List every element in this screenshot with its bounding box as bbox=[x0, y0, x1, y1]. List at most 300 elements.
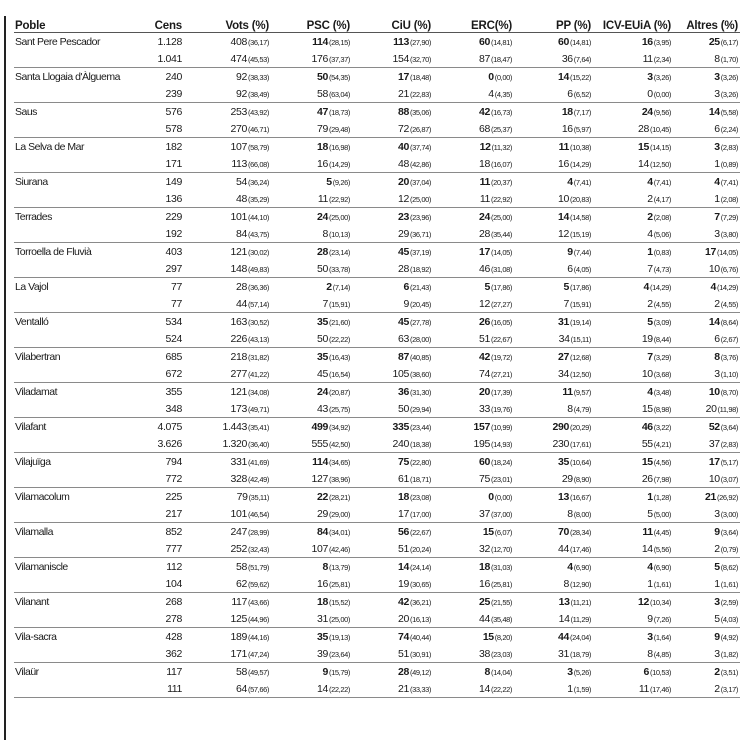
vote-percent: (17,61) bbox=[570, 439, 591, 449]
vote-count: 8 bbox=[714, 350, 720, 363]
vote-percent: (45,53) bbox=[248, 54, 269, 64]
vote-count: 23 bbox=[398, 210, 410, 223]
vote-percent: (35,06) bbox=[410, 107, 431, 117]
vote-percent: (2,83) bbox=[720, 142, 738, 152]
vote-percent: (8,20) bbox=[494, 632, 512, 642]
vote-count: 35 bbox=[317, 315, 329, 328]
altres-cell bbox=[673, 383, 740, 401]
vote-percent: (0,00) bbox=[494, 492, 512, 502]
cens-cell: 772 bbox=[136, 470, 184, 488]
icv-euia-cell bbox=[593, 628, 673, 646]
ciu-cell bbox=[352, 365, 433, 383]
vote-percent: (42,50) bbox=[329, 439, 350, 449]
vote-count: 28 bbox=[236, 280, 248, 293]
vote-count: 15 bbox=[482, 525, 494, 538]
vote-percent: (4,21) bbox=[653, 439, 671, 449]
vote-percent: (47,24) bbox=[248, 649, 269, 659]
table-row bbox=[14, 540, 740, 558]
town-name-cell: Santa Llogaia d'Àlguema bbox=[15, 70, 120, 83]
altres-cell bbox=[673, 540, 740, 558]
vote-count: 6 bbox=[567, 87, 573, 100]
vote-count: 50 bbox=[317, 70, 329, 83]
town-name-cell bbox=[14, 540, 136, 558]
vote-count: 20 bbox=[479, 385, 491, 398]
vote-count: 38 bbox=[479, 647, 491, 660]
cens-cell: 578 bbox=[136, 120, 184, 138]
psc-cell bbox=[271, 435, 352, 453]
vote-percent: (23,14) bbox=[329, 247, 350, 257]
psc-cell bbox=[271, 628, 352, 646]
pp-cell bbox=[514, 453, 593, 471]
vote-count: 14 bbox=[708, 315, 720, 328]
cens-cell: 777 bbox=[136, 540, 184, 558]
icv-euia-cell bbox=[593, 400, 673, 418]
vote-percent: (10,45) bbox=[650, 124, 671, 134]
vote-percent: (3,09) bbox=[653, 317, 671, 327]
vote-percent: (44,96) bbox=[248, 614, 269, 624]
pp-cell bbox=[514, 208, 593, 226]
vote-percent: (8,64) bbox=[720, 317, 738, 327]
psc-cell bbox=[271, 470, 352, 488]
erc-cell bbox=[433, 330, 514, 348]
vote-count: 240 bbox=[392, 437, 410, 450]
pp-cell bbox=[514, 120, 593, 138]
vote-percent: (35,11) bbox=[248, 492, 269, 502]
table-row bbox=[14, 348, 740, 366]
vots-cell bbox=[184, 628, 271, 646]
vote-percent: (2,83) bbox=[720, 439, 738, 449]
vote-percent: (16,73) bbox=[491, 107, 512, 117]
vote-count: 75 bbox=[398, 455, 410, 468]
vote-percent: (14,81) bbox=[491, 37, 512, 47]
vote-percent: (7,29) bbox=[720, 212, 738, 222]
town-name-cell bbox=[14, 575, 136, 593]
vote-percent: (4,05) bbox=[573, 264, 591, 274]
vote-count: 8 bbox=[567, 507, 573, 520]
header-cens: Cens bbox=[136, 14, 184, 33]
erc-cell bbox=[433, 278, 514, 296]
cens-cell: 348 bbox=[136, 400, 184, 418]
cens-cell: 685 bbox=[165, 350, 182, 363]
vote-percent: (46,54) bbox=[248, 509, 269, 519]
erc-cell bbox=[433, 208, 514, 226]
vote-percent: (37,19) bbox=[410, 247, 431, 257]
vote-count: 12 bbox=[558, 227, 570, 240]
pp-cell bbox=[514, 365, 593, 383]
vote-percent: (32,70) bbox=[410, 54, 431, 64]
pp-cell bbox=[514, 645, 593, 663]
vote-count: 18 bbox=[398, 490, 410, 503]
ciu-cell bbox=[352, 190, 433, 208]
vote-count: 12 bbox=[479, 297, 491, 310]
vote-percent: (24,04) bbox=[570, 632, 591, 642]
town-name-cell: Vilamalla bbox=[15, 525, 53, 538]
vote-percent: (34,01) bbox=[329, 527, 350, 537]
vote-percent: (18,47) bbox=[491, 54, 512, 64]
cens-cell: 229 bbox=[165, 210, 182, 223]
pp-cell bbox=[514, 330, 593, 348]
vote-count: 58 bbox=[236, 560, 248, 573]
ciu-cell bbox=[352, 383, 433, 401]
vote-count: 12 bbox=[398, 192, 410, 205]
vote-count: 113 bbox=[231, 157, 248, 170]
vote-count: 5 bbox=[326, 175, 332, 188]
vots-cell bbox=[184, 243, 271, 261]
pp-cell bbox=[514, 50, 593, 68]
vote-percent: (5,58) bbox=[720, 107, 738, 117]
vote-percent: (31,30) bbox=[410, 387, 431, 397]
vote-percent: (5,56) bbox=[653, 544, 671, 554]
vote-count: 20 bbox=[705, 402, 717, 415]
vote-count: 1 bbox=[647, 245, 653, 258]
vote-percent: (2,08) bbox=[720, 194, 738, 204]
vots-cell bbox=[184, 435, 271, 453]
vote-count: 1 bbox=[714, 157, 720, 170]
erc-cell bbox=[433, 85, 514, 103]
header-row bbox=[14, 14, 740, 33]
ciu-cell bbox=[352, 435, 433, 453]
vote-count: 230 bbox=[552, 437, 570, 450]
vote-count: 16 bbox=[558, 157, 570, 170]
altres-cell bbox=[673, 558, 740, 576]
vote-percent: (5,26) bbox=[573, 667, 591, 677]
vote-count: 35 bbox=[558, 455, 570, 468]
town-name-cell: Vilanant bbox=[15, 595, 49, 608]
vote-count: 17 bbox=[708, 455, 720, 468]
table-row bbox=[14, 523, 740, 541]
vote-count: 14 bbox=[708, 105, 720, 118]
cens-cell: 1.041 bbox=[136, 50, 184, 68]
vote-percent: (0,89) bbox=[720, 159, 738, 169]
vote-percent: (3,29) bbox=[653, 352, 671, 362]
table-row bbox=[14, 173, 740, 191]
vote-percent: (30,91) bbox=[410, 649, 431, 659]
vots-cell bbox=[184, 470, 271, 488]
vote-count: 331 bbox=[230, 455, 248, 468]
vote-percent: (10,99) bbox=[491, 422, 512, 432]
vote-count: 56 bbox=[398, 525, 410, 538]
vote-percent: (34,65) bbox=[329, 457, 350, 467]
vote-count: 60 bbox=[479, 455, 491, 468]
town-name-cell: Vilamaniscle bbox=[15, 560, 68, 573]
vote-count: 74 bbox=[398, 630, 410, 643]
vote-count: 2 bbox=[714, 665, 720, 678]
header-altres: Altres (%) bbox=[673, 14, 740, 33]
vote-count: 54 bbox=[236, 175, 248, 188]
vote-count: 52 bbox=[708, 420, 720, 433]
table-row bbox=[14, 453, 740, 471]
vote-count: 247 bbox=[230, 525, 248, 538]
altres-cell bbox=[673, 680, 740, 698]
vote-count: 9 bbox=[647, 612, 653, 625]
town-name-cell bbox=[14, 680, 136, 698]
vote-percent: (38,96) bbox=[329, 474, 350, 484]
table-row bbox=[14, 645, 740, 663]
vote-count: 9 bbox=[714, 630, 720, 643]
altres-cell bbox=[673, 155, 740, 173]
cens-cell: 1.128 bbox=[157, 35, 182, 48]
vote-count: 34 bbox=[558, 332, 570, 345]
vote-percent: (24,14) bbox=[410, 562, 431, 572]
vote-count: 11 bbox=[562, 385, 573, 398]
vote-percent: (14,29) bbox=[570, 159, 591, 169]
vote-percent: (51,79) bbox=[248, 562, 269, 572]
psc-cell bbox=[271, 663, 352, 681]
vote-count: 43 bbox=[317, 402, 329, 415]
vote-percent: (6,90) bbox=[573, 562, 591, 572]
vote-count: 19 bbox=[398, 577, 410, 590]
town-name-cell: Sant Pere Pescador bbox=[15, 35, 100, 48]
erc-cell bbox=[433, 383, 514, 401]
vote-percent: (33,33) bbox=[410, 684, 431, 694]
psc-cell bbox=[271, 33, 352, 51]
table-row bbox=[14, 295, 740, 313]
table-row bbox=[14, 208, 740, 226]
town-name-cell bbox=[14, 120, 136, 138]
ciu-cell bbox=[352, 575, 433, 593]
vots-cell bbox=[184, 208, 271, 226]
vote-count: 35 bbox=[317, 350, 329, 363]
vote-percent: (14,15) bbox=[650, 142, 671, 152]
vots-cell bbox=[184, 558, 271, 576]
vote-percent: (1,64) bbox=[653, 632, 671, 642]
vote-count: 0 bbox=[488, 490, 494, 503]
header-vots: Vots (%) bbox=[184, 14, 271, 33]
vots-cell bbox=[184, 225, 271, 243]
ciu-cell bbox=[352, 453, 433, 471]
erc-cell bbox=[433, 418, 514, 436]
psc-cell bbox=[271, 103, 352, 121]
vote-count: 11 bbox=[317, 192, 329, 205]
vote-percent: (3,17) bbox=[720, 684, 738, 694]
vote-count: 335 bbox=[392, 420, 410, 433]
vote-count: 12 bbox=[638, 595, 650, 608]
erc-cell bbox=[433, 313, 514, 331]
vote-count: 8 bbox=[484, 665, 491, 678]
ciu-cell bbox=[352, 278, 433, 296]
vote-percent: (36,40) bbox=[248, 439, 269, 449]
vote-percent: (35,48) bbox=[491, 614, 512, 624]
pp-cell bbox=[514, 103, 593, 121]
cens-cell: 576 bbox=[165, 105, 182, 118]
icv-euia-cell bbox=[593, 225, 673, 243]
vote-percent: (3,80) bbox=[720, 229, 738, 239]
vote-percent: (1,59) bbox=[573, 684, 591, 694]
vote-count: 17 bbox=[479, 245, 491, 258]
vote-percent: (2,59) bbox=[720, 597, 738, 607]
vote-count: 13 bbox=[558, 595, 570, 608]
vote-percent: (41,69) bbox=[248, 457, 269, 467]
vots-cell bbox=[184, 138, 271, 156]
vote-percent: (7,14) bbox=[332, 282, 350, 292]
vote-percent: (17,86) bbox=[570, 282, 591, 292]
vote-count: 8 bbox=[647, 647, 653, 660]
vote-percent: (6,07) bbox=[494, 527, 512, 537]
pp-cell bbox=[514, 243, 593, 261]
vote-percent: (20,45) bbox=[410, 299, 431, 309]
vote-percent: (7,44) bbox=[573, 247, 591, 257]
vote-count: 18 bbox=[561, 105, 573, 118]
vote-count: 24 bbox=[317, 210, 329, 223]
vote-percent: (4,92) bbox=[720, 632, 738, 642]
pp-cell bbox=[514, 488, 593, 506]
vots-cell bbox=[184, 505, 271, 523]
vote-percent: (22,67) bbox=[491, 334, 512, 344]
vote-percent: (7,64) bbox=[573, 54, 591, 64]
vote-count: 2 bbox=[714, 542, 720, 555]
pp-cell bbox=[514, 313, 593, 331]
table-row bbox=[14, 85, 740, 103]
ciu-cell bbox=[352, 505, 433, 523]
vote-count: 26 bbox=[479, 315, 491, 328]
vote-percent: (23,44) bbox=[410, 422, 431, 432]
vote-count: 5 bbox=[714, 560, 720, 573]
vote-count: 3 bbox=[714, 647, 720, 660]
ciu-cell bbox=[352, 313, 433, 331]
table-row bbox=[14, 50, 740, 68]
vots-cell bbox=[184, 453, 271, 471]
erc-cell bbox=[433, 680, 514, 698]
icv-euia-cell bbox=[593, 33, 673, 51]
vote-count: 10 bbox=[641, 367, 653, 380]
altres-cell bbox=[673, 593, 740, 611]
vote-count: 14 bbox=[638, 157, 650, 170]
vots-cell bbox=[184, 383, 271, 401]
vote-count: 3 bbox=[714, 227, 720, 240]
vote-percent: (23,03) bbox=[491, 649, 512, 659]
ciu-cell bbox=[352, 260, 433, 278]
vote-percent: (4,85) bbox=[653, 649, 671, 659]
vots-cell bbox=[184, 120, 271, 138]
psc-cell bbox=[271, 295, 352, 313]
cens-cell: 182 bbox=[165, 140, 182, 153]
vote-percent: (37,37) bbox=[329, 54, 350, 64]
ciu-cell bbox=[352, 295, 433, 313]
vote-count: 16 bbox=[317, 157, 329, 170]
vots-cell bbox=[184, 33, 271, 51]
vote-percent: (3,26) bbox=[720, 89, 738, 99]
pp-cell bbox=[514, 523, 593, 541]
vote-percent: (16,13) bbox=[410, 614, 431, 624]
town-name-cell bbox=[14, 225, 136, 243]
vote-percent: (16,43) bbox=[329, 352, 350, 362]
vote-count: 7 bbox=[714, 210, 720, 223]
ciu-cell bbox=[352, 488, 433, 506]
vote-count: 163 bbox=[230, 315, 248, 328]
ciu-cell bbox=[352, 50, 433, 68]
ciu-cell bbox=[352, 418, 433, 436]
table-row bbox=[14, 190, 740, 208]
vote-percent: (6,90) bbox=[653, 562, 671, 572]
icv-euia-cell bbox=[593, 243, 673, 261]
vote-percent: (9,26) bbox=[332, 177, 350, 187]
vote-percent: (43,66) bbox=[248, 597, 269, 607]
vote-count: 79 bbox=[317, 122, 329, 135]
vote-percent: (36,24) bbox=[248, 177, 269, 187]
cens-cell: 362 bbox=[136, 645, 184, 663]
table-row bbox=[14, 470, 740, 488]
vote-count: 14 bbox=[558, 210, 570, 223]
vote-count: 11 bbox=[642, 525, 653, 538]
vote-count: 189 bbox=[230, 630, 248, 643]
vote-percent: (14,05) bbox=[491, 247, 512, 257]
vote-count: 45 bbox=[398, 245, 410, 258]
icv-euia-cell bbox=[593, 575, 673, 593]
cens-cell: 794 bbox=[165, 455, 182, 468]
vote-percent: (2,34) bbox=[653, 54, 671, 64]
psc-cell bbox=[271, 383, 352, 401]
vote-percent: (37,00) bbox=[491, 509, 512, 519]
vote-count: 114 bbox=[312, 35, 329, 48]
vote-percent: (20,83) bbox=[570, 194, 591, 204]
vote-count: 14 bbox=[398, 560, 410, 573]
vote-count: 1 bbox=[647, 577, 653, 590]
cens-cell: 524 bbox=[136, 330, 184, 348]
vote-count: 11 bbox=[638, 682, 650, 695]
vote-percent: (15,52) bbox=[329, 597, 350, 607]
vote-count: 9 bbox=[322, 665, 329, 678]
vots-cell bbox=[184, 50, 271, 68]
vote-count: 84 bbox=[317, 525, 329, 538]
vote-percent: (40,85) bbox=[410, 352, 431, 362]
vote-percent: (36,71) bbox=[410, 229, 431, 239]
vote-count: 25 bbox=[708, 35, 720, 48]
altres-cell bbox=[673, 400, 740, 418]
vote-count: 18 bbox=[317, 140, 329, 153]
vote-count: 19 bbox=[641, 332, 653, 345]
vote-percent: (28,99) bbox=[248, 527, 269, 537]
vote-count: 36 bbox=[398, 385, 410, 398]
vote-count: 6 bbox=[643, 665, 650, 678]
cens-cell: 268 bbox=[165, 595, 182, 608]
vote-count: 28 bbox=[317, 245, 329, 258]
town-name-cell: La Selva de Mar bbox=[15, 140, 84, 153]
icv-euia-cell bbox=[593, 138, 673, 156]
vote-percent: (10,53) bbox=[650, 667, 671, 677]
cens-cell: 3.626 bbox=[136, 435, 184, 453]
vote-count: 15 bbox=[638, 140, 650, 153]
vote-count: 58 bbox=[317, 87, 329, 100]
vote-count: 10 bbox=[708, 472, 720, 485]
town-name-cell bbox=[14, 610, 136, 628]
vote-count: 46 bbox=[641, 420, 653, 433]
vote-count: 17 bbox=[398, 507, 410, 520]
vote-percent: (16,05) bbox=[491, 317, 512, 327]
ciu-cell bbox=[352, 33, 433, 51]
altres-cell bbox=[673, 313, 740, 331]
icv-euia-cell bbox=[593, 278, 673, 296]
vote-count: 45 bbox=[317, 367, 329, 380]
pp-cell bbox=[514, 470, 593, 488]
vote-percent: (12,90) bbox=[570, 579, 591, 589]
vote-percent: (4,03) bbox=[720, 614, 738, 624]
vote-count: 21 bbox=[398, 87, 410, 100]
vote-percent: (17,39) bbox=[491, 387, 512, 397]
ciu-cell bbox=[352, 225, 433, 243]
vots-cell bbox=[184, 663, 271, 681]
altres-cell bbox=[673, 68, 740, 86]
vote-percent: (19,76) bbox=[491, 404, 512, 414]
vote-count: 74 bbox=[479, 367, 491, 380]
psc-cell bbox=[271, 313, 352, 331]
psc-cell bbox=[271, 190, 352, 208]
vote-count: 46 bbox=[479, 262, 491, 275]
vote-count: 92 bbox=[236, 70, 248, 83]
psc-cell bbox=[271, 593, 352, 611]
ciu-cell bbox=[352, 400, 433, 418]
vote-count: 107 bbox=[311, 542, 329, 555]
vote-count: 6 bbox=[567, 262, 573, 275]
